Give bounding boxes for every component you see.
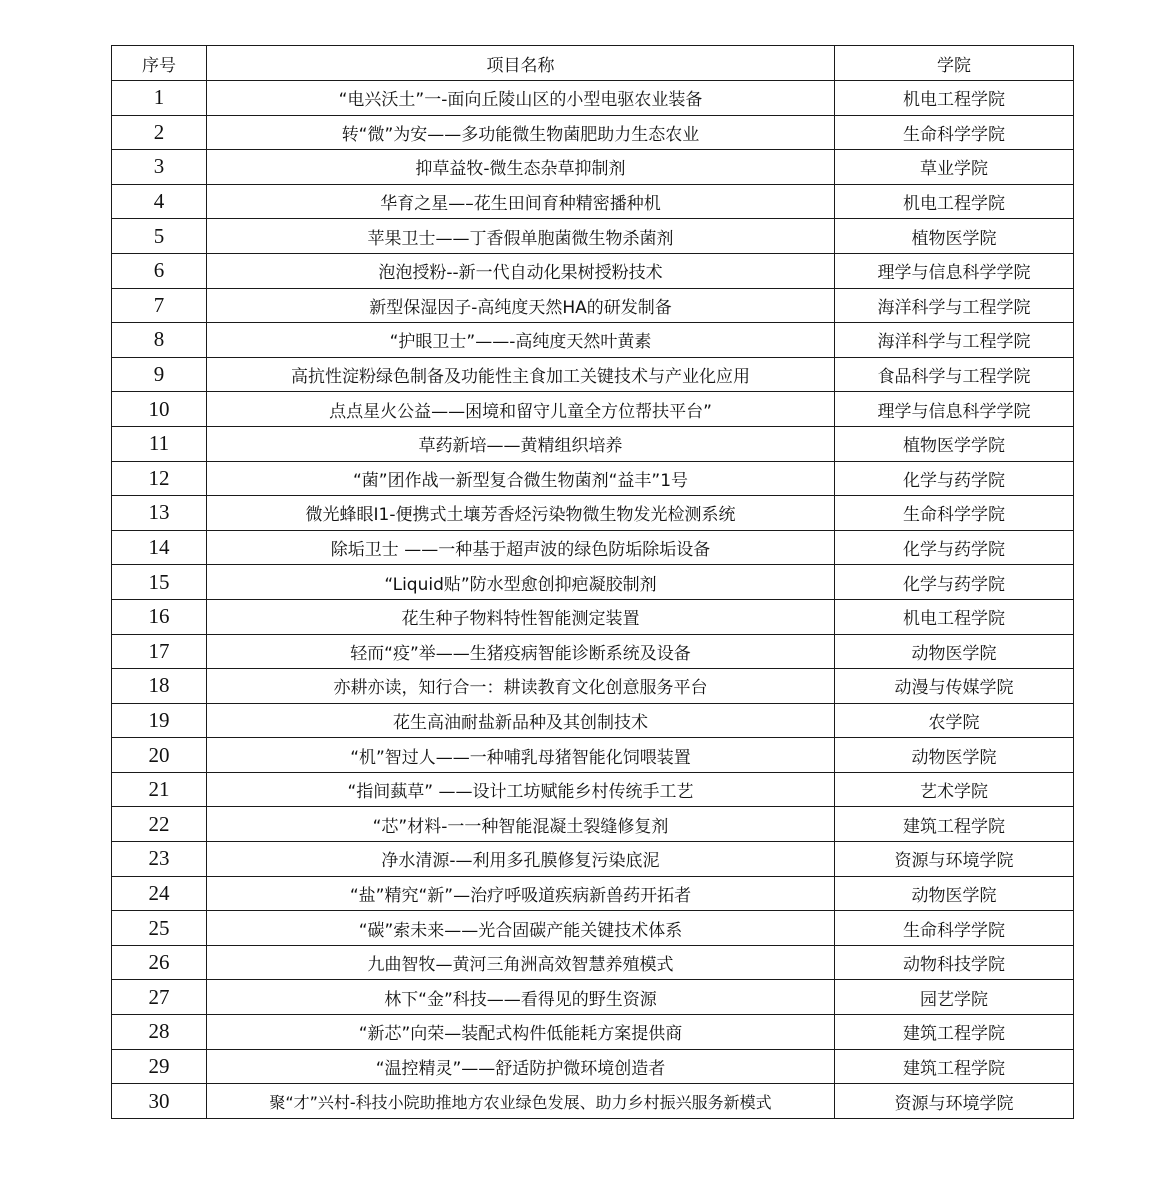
- row-college: 园艺学院: [835, 980, 1074, 1015]
- row-project-name: 净水清源-—利用多孔膜修复污染底泥: [207, 842, 835, 877]
- row-college: 海洋科学与工程学院: [835, 323, 1074, 358]
- row-serial-number: 3: [112, 150, 207, 185]
- row-college: 动漫与传媒学院: [835, 669, 1074, 704]
- row-serial-number: 1: [112, 81, 207, 116]
- row-college: 建筑工程学院: [835, 1015, 1074, 1050]
- row-serial-number: 9: [112, 357, 207, 392]
- row-serial-number: 26: [112, 945, 207, 980]
- row-serial-number: 30: [112, 1084, 207, 1119]
- row-serial-number: 13: [112, 496, 207, 531]
- row-serial-number: 25: [112, 911, 207, 946]
- row-college: 食品科学与工程学院: [835, 357, 1074, 392]
- row-project-name: 高抗性淀粉绿色制备及功能性主食加工关键技术与产业化应用: [207, 357, 835, 392]
- table-row: [112, 1049, 1074, 1084]
- row-college: 化学与药学院: [835, 565, 1074, 600]
- row-college: 植物医学院: [835, 219, 1074, 254]
- row-serial-number: 17: [112, 634, 207, 669]
- table-row: [112, 530, 1074, 565]
- table-row: [112, 461, 1074, 496]
- row-college: 资源与环境学院: [835, 842, 1074, 877]
- row-project-name: 抑草益牧-微生态杂草抑制剂: [207, 150, 835, 185]
- row-college: 生命科学学院: [835, 911, 1074, 946]
- row-serial-number: 2: [112, 115, 207, 150]
- table-row: [112, 357, 1074, 392]
- row-project-name: “芯”材料-一一种智能混凝土裂缝修复剂: [207, 807, 835, 842]
- table-row: [112, 842, 1074, 877]
- row-serial-number: 4: [112, 184, 207, 219]
- row-college: 艺术学院: [835, 772, 1074, 807]
- row-project-name: 微光蜂眼I1-便携式土壤芳香烃污染物微生物发光检测系统: [207, 496, 835, 531]
- table-row: [112, 115, 1074, 150]
- row-serial-number: 16: [112, 599, 207, 634]
- row-serial-number: 27: [112, 980, 207, 1015]
- row-project-name: “电兴沃土”一-面向丘陵山区的小型电驱农业装备: [207, 81, 835, 116]
- row-project-name: “温控精灵”——舒适防护微环境创造者: [207, 1049, 835, 1084]
- row-project-name: 聚“才”兴村-科技小院助推地方农业绿色发展、助力乡村振兴服务新模式: [207, 1084, 835, 1119]
- row-serial-number: 23: [112, 842, 207, 877]
- table-row: [112, 669, 1074, 704]
- row-college: 资源与环境学院: [835, 1084, 1074, 1119]
- table-row: [112, 426, 1074, 461]
- table-body: [112, 81, 1074, 1119]
- row-project-name: “菌”团作战一新型复合微生物菌剂“益丰”1号: [207, 461, 835, 496]
- row-project-name: “指间蓺草” ——设计工坊赋能乡村传统手工艺: [207, 772, 835, 807]
- row-serial-number: 21: [112, 772, 207, 807]
- row-project-name: “盐”精究“新”—治疗呼吸道疾病新兽药开拓者: [207, 876, 835, 911]
- row-college: 建筑工程学院: [835, 807, 1074, 842]
- row-college: 机电工程学院: [835, 599, 1074, 634]
- table-header-row: [112, 46, 1074, 81]
- row-college: 生命科学学院: [835, 115, 1074, 150]
- row-serial-number: 24: [112, 876, 207, 911]
- table-row: [112, 565, 1074, 600]
- table-row: [112, 772, 1074, 807]
- row-college: 理学与信息科学学院: [835, 253, 1074, 288]
- table-row: [112, 1015, 1074, 1050]
- table-row: [112, 323, 1074, 358]
- table-row: [112, 253, 1074, 288]
- row-serial-number: 12: [112, 461, 207, 496]
- row-project-name: 点点星火公益——困境和留守儿童全方位帮扶平台”: [207, 392, 835, 427]
- row-college: 植物医学学院: [835, 426, 1074, 461]
- row-project-name: 转“微”为安——多功能微生物菌肥助力生态农业: [207, 115, 835, 150]
- table-row: [112, 876, 1074, 911]
- row-project-name: “机”智过人——一种哺乳母猪智能化饲喂装置: [207, 738, 835, 773]
- row-serial-number: 8: [112, 323, 207, 358]
- row-college: 生命科学学院: [835, 496, 1074, 531]
- row-project-name: 新型保湿因子-高纯度天然HA的研发制备: [207, 288, 835, 323]
- row-project-name: 泡泡授粉--新一代自动化果树授粉技术: [207, 253, 835, 288]
- row-project-name: 花生高油耐盐新品种及其创制技术: [207, 703, 835, 738]
- row-college: 草业学院: [835, 150, 1074, 185]
- table-row: [112, 980, 1074, 1015]
- row-college: 动物医学院: [835, 876, 1074, 911]
- row-serial-number: 10: [112, 392, 207, 427]
- table-row: [112, 945, 1074, 980]
- table-row: [112, 392, 1074, 427]
- row-college: 农学院: [835, 703, 1074, 738]
- table-row: [112, 1084, 1074, 1119]
- row-college: 化学与药学院: [835, 530, 1074, 565]
- row-project-name: 轻而“疫”举——生猪疫病智能诊断系统及设备: [207, 634, 835, 669]
- row-project-name: 花生种子物料特性智能测定装置: [207, 599, 835, 634]
- row-serial-number: 15: [112, 565, 207, 600]
- row-college: 建筑工程学院: [835, 1049, 1074, 1084]
- row-project-name: 苹果卫士——丁香假单胞菌微生物杀菌剂: [207, 219, 835, 254]
- table-row: [112, 150, 1074, 185]
- row-serial-number: 18: [112, 669, 207, 704]
- row-serial-number: 29: [112, 1049, 207, 1084]
- row-serial-number: 11: [112, 426, 207, 461]
- row-project-name: 林下“金”科技——看得见的野生资源: [207, 980, 835, 1015]
- row-college: 动物医学院: [835, 738, 1074, 773]
- table-row: [112, 219, 1074, 254]
- row-college: 理学与信息科学学院: [835, 392, 1074, 427]
- table-row: [112, 288, 1074, 323]
- row-serial-number: 6: [112, 253, 207, 288]
- table-row: [112, 634, 1074, 669]
- row-project-name: “新芯”向荣—装配式构件低能耗方案提供商: [207, 1015, 835, 1050]
- row-serial-number: 7: [112, 288, 207, 323]
- table-row: [112, 911, 1074, 946]
- row-project-name: 华育之星—–花生田间育种精密播种机: [207, 184, 835, 219]
- table-row: [112, 81, 1074, 116]
- row-college: 机电工程学院: [835, 184, 1074, 219]
- table-row: [112, 703, 1074, 738]
- header-project-name: 项目名称: [207, 46, 835, 81]
- table-row: [112, 738, 1074, 773]
- row-college: 动物医学院: [835, 634, 1074, 669]
- row-college: 化学与药学院: [835, 461, 1074, 496]
- row-serial-number: 19: [112, 703, 207, 738]
- row-project-name: “Liquid贴”防水型愈创抑疤凝胶制剂: [207, 565, 835, 600]
- row-project-name: 草药新培——黄精组织培养: [207, 426, 835, 461]
- header-college: 学院: [835, 46, 1074, 81]
- header-serial-number: 序号: [112, 46, 207, 81]
- row-college: 动物科技学院: [835, 945, 1074, 980]
- row-college: 海洋科学与工程学院: [835, 288, 1074, 323]
- row-serial-number: 14: [112, 530, 207, 565]
- row-serial-number: 28: [112, 1015, 207, 1050]
- project-table: [111, 45, 1074, 1119]
- row-college: 机电工程学院: [835, 81, 1074, 116]
- row-serial-number: 22: [112, 807, 207, 842]
- table-row: [112, 184, 1074, 219]
- row-project-name: “碳”索未来——光合固碳产能关键技术体系: [207, 911, 835, 946]
- table-row: [112, 496, 1074, 531]
- row-project-name: 除垢卫士 ——一种基于超声波的绿色防垢除垢设备: [207, 530, 835, 565]
- row-project-name: 亦耕亦读，知行合一：耕读教育文化创意服务平台: [207, 669, 835, 704]
- row-project-name: 九曲智牧—黄河三角洲高效智慧养殖模式: [207, 945, 835, 980]
- table-row: [112, 599, 1074, 634]
- table-row: [112, 807, 1074, 842]
- row-serial-number: 5: [112, 219, 207, 254]
- row-serial-number: 20: [112, 738, 207, 773]
- row-project-name: “护眼卫士”——-高纯度天然叶黄素: [207, 323, 835, 358]
